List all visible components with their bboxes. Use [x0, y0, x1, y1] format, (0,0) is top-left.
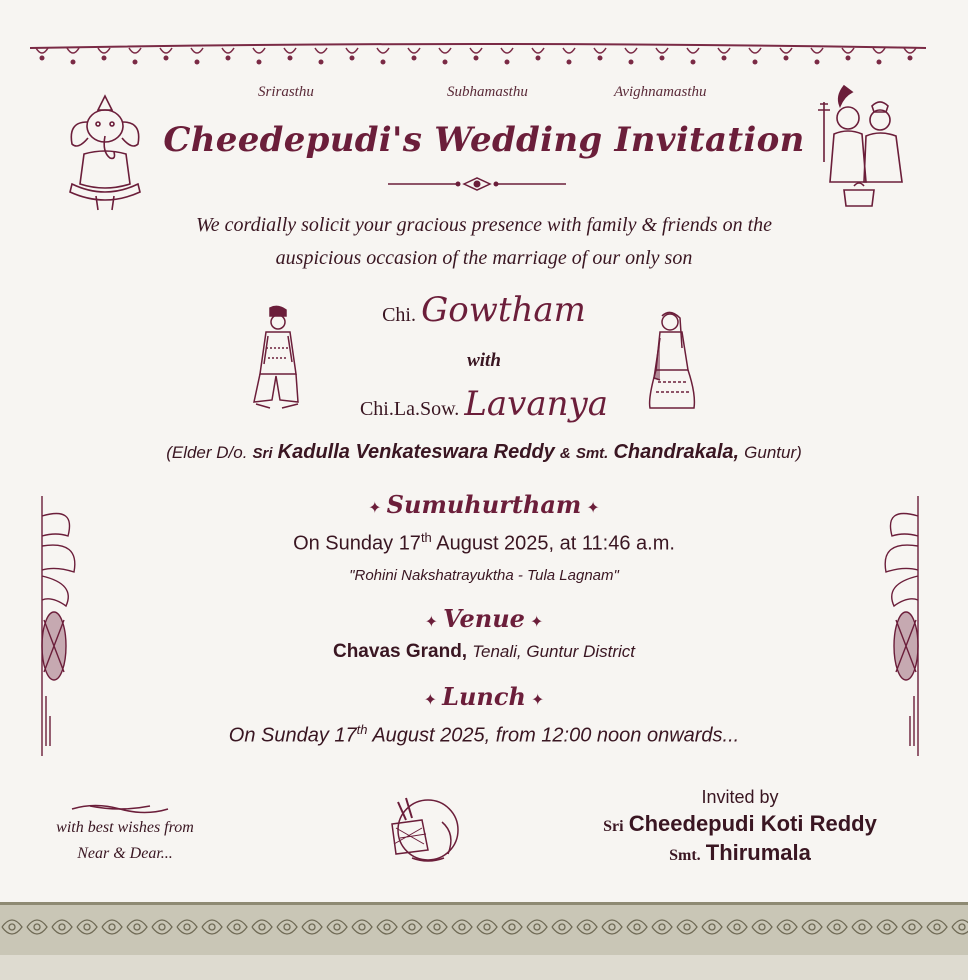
host-2: Smt. Thirumala — [669, 840, 811, 865]
invitation-line-1: We cordially solicit your gracious presence with family & friends on the — [195, 214, 773, 236]
muhurtham-date: On Sunday 17th August 2025, at 11:46 a.m. — [293, 530, 675, 555]
venue-line: Chavas Grand, Tenali, Guntur District — [332, 641, 636, 662]
title-divider — [386, 176, 568, 192]
bottom-floral-strip — [0, 955, 968, 980]
invitation-line-2: auspicious occasion of the marriage of our only son — [275, 247, 693, 269]
bottom-border-band — [0, 902, 968, 958]
bullet-icon: ✦ — [424, 612, 438, 631]
host-1: Sri Cheedepudi Koti Reddy — [603, 811, 877, 836]
blessing-subhamasthu: Subhamasthu — [447, 84, 528, 100]
bullet-icon: ✦ — [368, 498, 382, 517]
bullet-icon: ✦ — [586, 498, 600, 517]
venue-heading: ✦ Venue ✦ — [424, 604, 544, 633]
invitation-title: Cheedepudi's Wedding Invitation — [163, 120, 805, 160]
invited-by-label: Invited by — [701, 787, 779, 807]
bride-name-line — [0, 384, 968, 424]
bullet-icon: ✦ — [530, 612, 544, 631]
kalash-emblem — [382, 794, 466, 866]
bride-parents-line: (Elder D/o. Sri Kadulla Venkateswara Reddy & Smt. Chandrakala, Guntur) — [166, 441, 802, 463]
toran-garland — [30, 40, 926, 70]
lunch-date: On Sunday 17th August 2025, from 12:00 noon onwards... — [228, 722, 740, 747]
bride-name: Lavanya — [464, 384, 609, 424]
groom-name-line — [0, 290, 968, 330]
bride-prefix: Chi.La.Sow. — [359, 398, 460, 420]
wishes-line-1: with best wishes from — [56, 819, 194, 836]
bullet-icon: ✦ — [423, 690, 437, 709]
connector-with: with — [467, 350, 501, 371]
groom-prefix: Chi. — [382, 304, 416, 326]
blessing-avighnamasthu: Avighnamasthu — [614, 84, 707, 100]
wishes-ornament — [70, 802, 170, 816]
muhurtham-note: "Rohini Nakshatrayuktha - Tula Lagnam" — [349, 567, 619, 584]
groom-name: Gowtham — [421, 290, 586, 330]
wishes-line-2: Near & Dear... — [77, 845, 173, 862]
blessing-srirasthu: Srirasthu — [258, 84, 314, 100]
bullet-icon: ✦ — [531, 690, 545, 709]
lunch-heading: ✦ Lunch ✦ — [423, 682, 545, 711]
muhurtham-heading: ✦ Sumuhurtham ✦ — [368, 490, 600, 519]
